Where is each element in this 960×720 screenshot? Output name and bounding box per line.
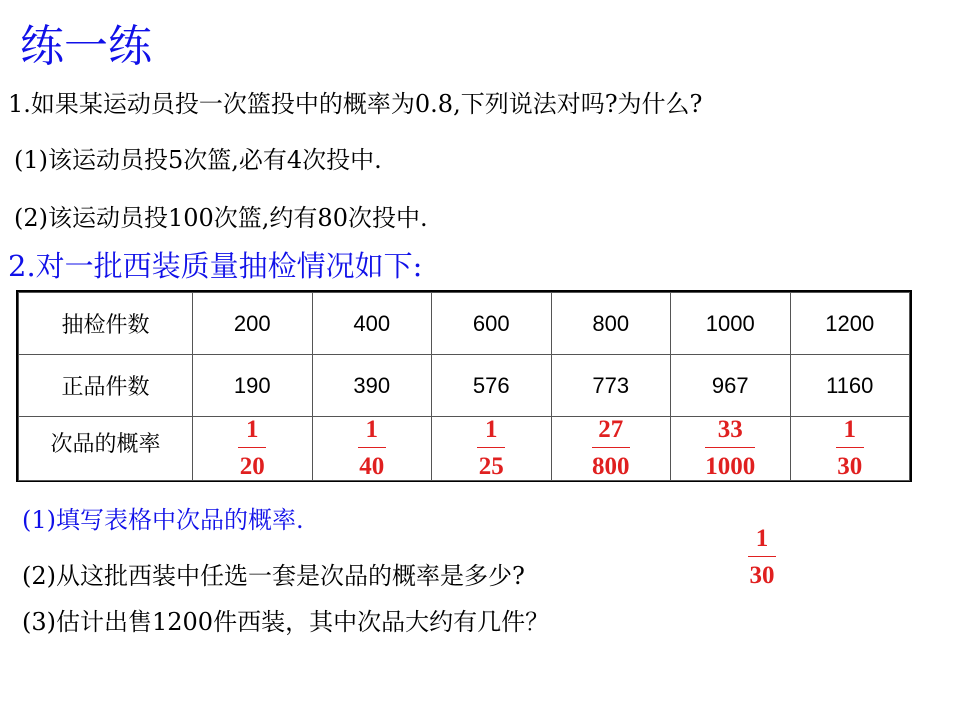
inspection-table (16, 290, 912, 482)
qualified-cell: 576 (432, 355, 552, 417)
sampled-cell: 200 (193, 293, 313, 355)
fraction-bar (358, 447, 386, 448)
probability-cell (312, 417, 432, 481)
probability-cell (671, 417, 791, 481)
question-2-sub-1: (1)填写表格中次品的概率. (22, 506, 304, 534)
qualified-cell: 773 (551, 355, 671, 417)
table-row-sampled (19, 293, 910, 355)
fraction-numerator: 1 (755, 525, 769, 552)
fraction-bar (705, 447, 755, 448)
sampled-cell: 600 (432, 293, 552, 355)
fraction-numerator: 1 (246, 416, 259, 443)
row-label-defect-probability: 次品的概率 (19, 417, 193, 481)
probability-cell (432, 417, 552, 481)
table-row-defect-probability (19, 417, 910, 481)
fraction-denominator: 30 (749, 562, 775, 589)
question-1-part-1: (1)该运动员投5次篮,必有4次投中. (14, 146, 382, 174)
sampled-cell: 1000 (671, 293, 791, 355)
probability-cell (790, 417, 910, 481)
page-title: 练一练 (20, 21, 152, 72)
sampled-cell: 400 (312, 293, 432, 355)
qualified-cell: 190 (193, 355, 313, 417)
fraction-numerator: 1 (485, 416, 498, 443)
fraction (238, 417, 266, 480)
question-1-text: 1.如果某运动员投一次篮投中的概率为0.8,下列说法对吗?为什么? (8, 90, 703, 118)
question-2-sub-3: (3)估计出售1200件西装，其中次品大约有几件？ (22, 608, 550, 636)
fraction (592, 417, 630, 480)
fraction-numerator: 33 (717, 416, 743, 443)
qualified-cell: 1160 (790, 355, 910, 417)
question-2-text: 2.对一批西装质量抽检情况如下: (8, 249, 423, 283)
fraction-bar (836, 447, 864, 448)
row-label-sampled: 抽检件数 (19, 293, 193, 355)
fraction-denominator: 1000 (705, 453, 756, 480)
fraction-numerator: 27 (598, 416, 624, 443)
fraction-denominator: 25 (478, 453, 504, 480)
fraction-bar (748, 556, 776, 557)
fraction-numerator: 1 (365, 416, 378, 443)
qualified-cell: 390 (312, 355, 432, 417)
table-row-qualified (19, 355, 910, 417)
fraction-denominator: 20 (239, 453, 265, 480)
fraction-denominator: 40 (359, 453, 385, 480)
question-2-sub-2: (2)从这批西装中任选一套是次品的概率是多少? (22, 562, 525, 590)
fraction (477, 417, 505, 480)
fraction-denominator: 800 (592, 453, 630, 480)
fraction-bar (592, 447, 630, 448)
sampled-cell: 800 (551, 293, 671, 355)
fraction (836, 417, 864, 480)
answer-fraction (748, 526, 776, 589)
fraction-bar (238, 447, 266, 448)
fraction (705, 417, 755, 480)
probability-cell (551, 417, 671, 481)
probability-cell (193, 417, 313, 481)
row-label-qualified: 正品件数 (19, 355, 193, 417)
fraction (358, 417, 386, 480)
sampled-cell: 1200 (790, 293, 910, 355)
fraction-numerator: 1 (843, 416, 856, 443)
fraction-bar (477, 447, 505, 448)
question-1-part-2: (2)该运动员投100次篮,约有80次投中. (14, 204, 428, 232)
qualified-cell: 967 (671, 355, 791, 417)
fraction-denominator: 30 (837, 453, 863, 480)
